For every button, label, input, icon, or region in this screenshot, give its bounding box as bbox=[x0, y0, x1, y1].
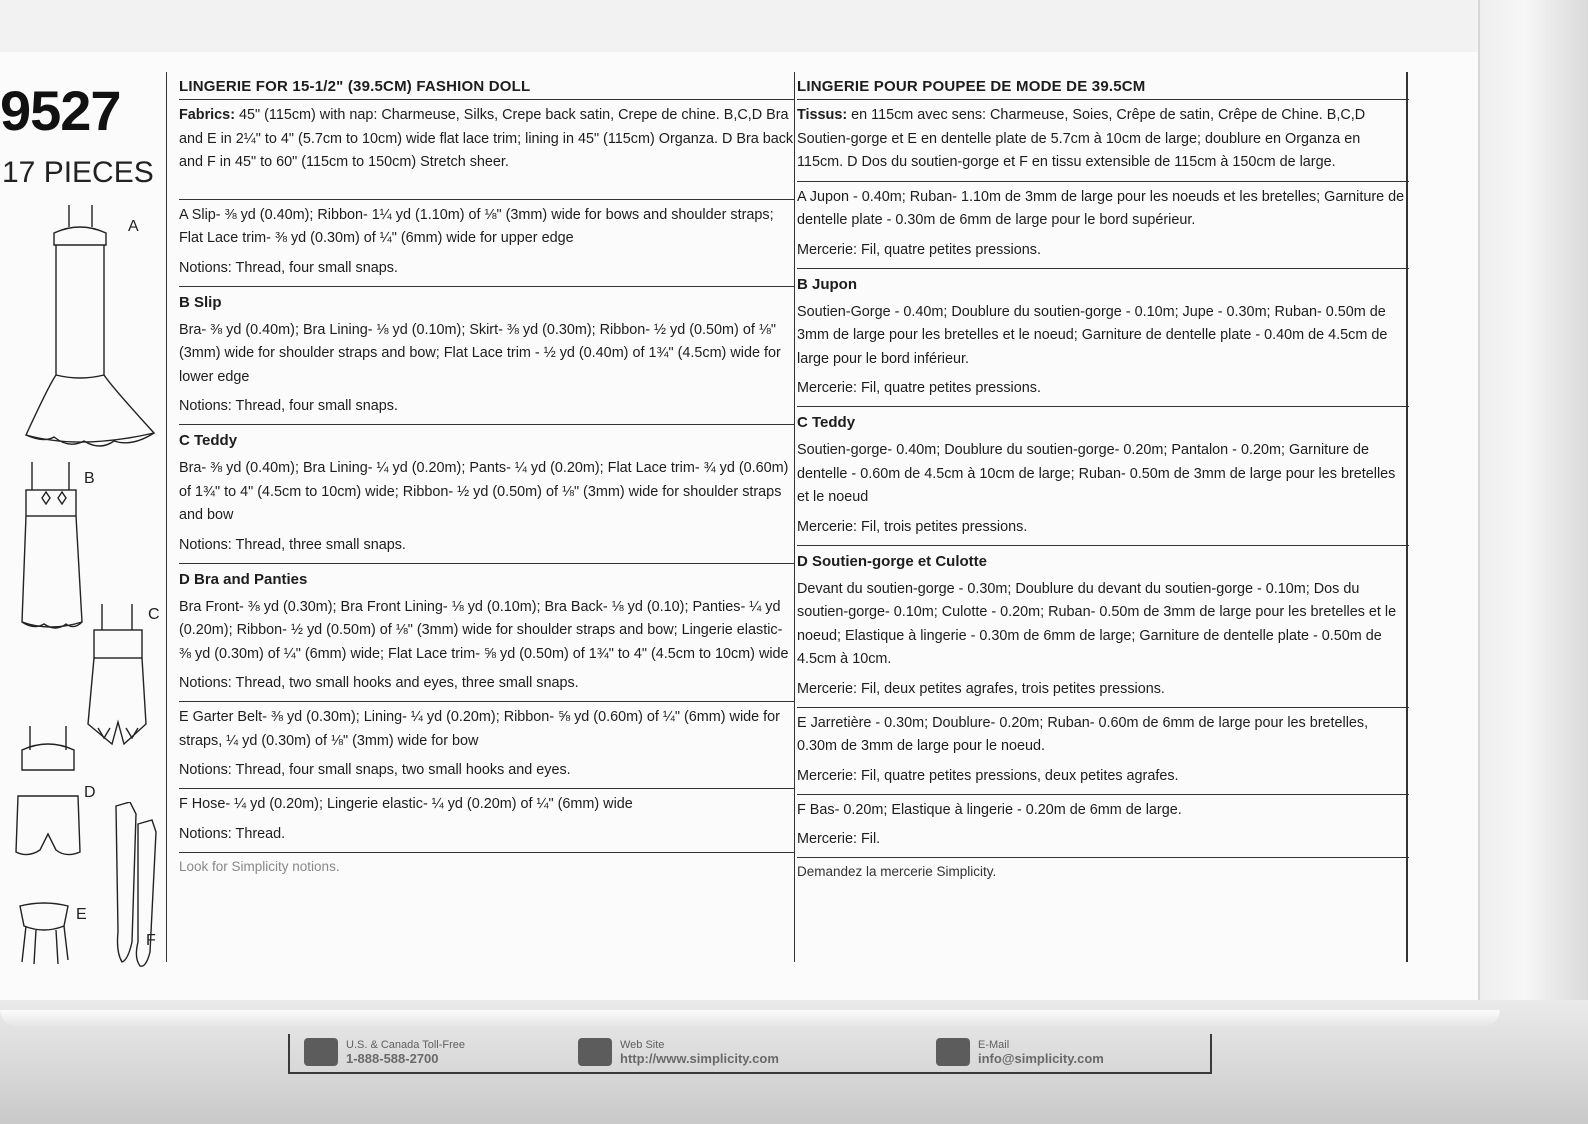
french-footer-note: Demandez la mercerie Simplicity. bbox=[797, 864, 997, 879]
french-view-c-notions: Mercerie: Fil, trois petites pressions. bbox=[797, 518, 1028, 535]
piece-count: 17 PIECES bbox=[2, 156, 154, 189]
french-view-b-title: B Jupon bbox=[797, 275, 857, 293]
english-view-a-text: A Slip- ⅜ yd (0.40m); Ribbon- 1¼ yd (1.10m) of ⅛" (3mm) wide for bows and shoulder straps; Flat Lace trim- ⅜ yd (0.30m) of ¼" (6mm) wide for upper edge bbox=[179, 206, 774, 246]
view-a-slip-illustration bbox=[14, 205, 164, 470]
french-view-c bbox=[797, 407, 1409, 546]
view-b-slip-illustration bbox=[14, 462, 94, 642]
french-view-f-text: F Bas- 0.20m; Elastique à lingerie - 0.20m de 6mm de large. bbox=[797, 801, 1182, 818]
view-c-teddy-illustration bbox=[86, 604, 156, 754]
french-column bbox=[794, 72, 1409, 962]
english-title: LINGERIE FOR 15-1/2" (39.5CM) FASHION DOLL bbox=[179, 72, 795, 100]
french-view-f bbox=[797, 795, 1409, 859]
french-title: LINGERIE POUR POUPEE DE MODE DE 39.5CM bbox=[797, 72, 1409, 100]
contact-email bbox=[936, 1038, 1104, 1066]
english-view-b bbox=[179, 287, 795, 426]
french-view-b-notions: Mercerie: Fil, quatre petites pressions. bbox=[797, 380, 1041, 396]
english-view-c-text: Bra- ⅜ yd (0.40m); Bra Lining- ¼ yd (0.20m); Pants- ¼ yd (0.20m); Flat Lace trim- ¾ yd (0.60m) of 1¾" to 4" (4.5cm to 10cm) wide; Ribbon- ½ yd (0.50m) of ⅛" (3mm) wide for shoulder straps and bow bbox=[179, 460, 789, 523]
view-e-label: E bbox=[76, 906, 87, 923]
french-view-a-text: A Jupon - 0.40m; Ruban- 1.10m de 3mm de large pour les noeuds et les bretelles; Garniture de dentelle plate - 0.30m de 6mm de large pour le bord supérieur. bbox=[797, 188, 1405, 228]
view-e-garter-belt-illustration bbox=[16, 900, 72, 970]
english-fabrics-text: Fabrics: 45" (115cm) with nap: Charmeuse, Silks, Crepe back satin, Crepe de chine. B,C,D Bra and E in 2¼" to 4" (5.7cm to 10cm) wide flat lace trim; lining in 45" (115cm) Organza. D Bra back and F in 45" to 60" (115cm to 150cm) Stretch sheer. bbox=[179, 107, 794, 170]
english-view-d bbox=[179, 564, 795, 703]
english-view-e bbox=[179, 702, 795, 789]
french-view-e bbox=[797, 708, 1409, 795]
french-view-b bbox=[797, 269, 1409, 408]
english-column bbox=[166, 72, 795, 962]
english-view-b-notions: Notions: Thread, four small snaps. bbox=[179, 398, 398, 414]
french-view-d-text: Devant du soutien-gorge - 0.30m; Doublure du devant du soutien-gorge - 0.10m; Dos du soutien-gorge- 0.10m; Culotte - 0.20m; Ruban- 0.50m de 3mm de large pour les bretelles et le noeud; Elastique à lingerie - 0.30m de 6mm de large; Garniture de dentelle plate - 0.50m de 4.5cm à 10cm. bbox=[797, 580, 1397, 667]
email-address: info@simplicity.com bbox=[978, 1051, 1104, 1066]
english-view-c-notions: Notions: Thread, three small snaps. bbox=[179, 536, 406, 553]
english-fabrics bbox=[179, 100, 795, 200]
english-view-e-notions: Notions: Thread, four small snaps, two small hooks and eyes. bbox=[179, 762, 571, 778]
french-view-d-notions: Mercerie: Fil, deux petites agrafes, trois petites pressions. bbox=[797, 680, 1165, 697]
view-f-label: F bbox=[146, 932, 156, 949]
view-d-label: D bbox=[84, 784, 96, 801]
english-view-a bbox=[179, 200, 795, 287]
telephone-icon bbox=[304, 1038, 338, 1066]
english-view-c bbox=[179, 425, 795, 564]
english-view-d-title: D Bra and Panties bbox=[179, 570, 308, 588]
view-a-label: A bbox=[128, 218, 139, 235]
pattern-number: 9527 bbox=[0, 79, 121, 142]
contact-phone bbox=[304, 1038, 465, 1066]
english-view-c-title: C Teddy bbox=[179, 432, 238, 449]
english-view-b-title: B Slip bbox=[179, 293, 222, 311]
french-view-e-notions: Mercerie: Fil, quatre petites pressions, deux petites agrafes. bbox=[797, 767, 1179, 784]
view-c-label: C bbox=[148, 606, 160, 623]
english-view-a-notions: Notions: Thread, four small snaps. bbox=[179, 259, 398, 276]
email-caption: E-Mail bbox=[978, 1039, 1010, 1051]
french-fabrics bbox=[797, 100, 1409, 182]
english-view-d-text: Bra Front- ⅜ yd (0.30m); Bra Front Lining- ⅛ yd (0.10m); Bra Back- ⅛ yd (0.10); Panties- ¼ yd (0.20m); Ribbon- ½ yd (0.50m) of ⅛" (3mm) wide for shoulder straps and bow; Lingerie elastic- ⅜ yd (0.30m) of ¼" (6mm) wide; Flat Lace trim- ⅝ yd (0.50m) of 1¾" to 4" (4.5cm to 10cm) wide bbox=[179, 598, 789, 662]
french-view-c-text: Soutien-gorge- 0.40m; Doublure du soutien-gorge- 0.20m; Pantalon - 0.20m; Garniture de dentelle - 0.60m de 4.5cm à 10cm de large; Ruban- 0.50m de 3mm de large pour les bretelles et le noeud bbox=[797, 442, 1396, 505]
website-url: http://www.simplicity.com bbox=[620, 1051, 779, 1066]
top-margin bbox=[0, 0, 1500, 52]
phone-caption: U.S. & Canada Toll-Free bbox=[346, 1039, 466, 1051]
english-view-f bbox=[179, 789, 795, 853]
contact-website bbox=[578, 1038, 779, 1066]
english-footer-note: Look for Simplicity notions. bbox=[179, 858, 340, 874]
french-view-a-notions: Mercerie: Fil, quatre petites pressions. bbox=[797, 241, 1041, 258]
french-view-d bbox=[797, 546, 1409, 708]
view-b-label: B bbox=[84, 470, 95, 487]
french-view-c-title: C Teddy bbox=[797, 414, 856, 431]
web-caption: Web Site bbox=[620, 1039, 665, 1051]
english-view-f-text: F Hose- ¼ yd (0.20m); Lingerie elastic- ¼ yd (0.20m) of ¼" (6mm) wide bbox=[179, 796, 633, 812]
english-view-e-text: E Garter Belt- ⅜ yd (0.30m); Lining- ¼ yd (0.20m); Ribbon- ⅝ yd (0.60m) of ¼" (6mm) wide for straps, ¼ yd (0.30m) of ⅛" (3mm) wide for bow bbox=[179, 709, 780, 749]
french-view-e-text: E Jarretière - 0.30m; Doublure- 0.20m; Ruban- 0.60m de 6mm de large pour les bretelles, 0.30m de 3mm de large pour le noeud. bbox=[797, 714, 1369, 754]
french-fabrics-text: Tissus: en 115cm avec sens: Charmeuse, Soies, Crêpe de satin, Crêpe de Chine. B,C,D Soutien-gorge et E en dentelle plate de 5.7cm à 10cm de large; doublure en Organza en 115cm. D Dos du soutien-gorge et F en tissu extensible de 115cm à 150cm de large. bbox=[797, 107, 1366, 170]
view-d-bra-panties-illustration bbox=[14, 726, 84, 866]
english-view-f-notions: Notions: Thread. bbox=[179, 825, 286, 842]
phone-number: 1-888-588-2700 bbox=[346, 1051, 439, 1066]
computer-icon bbox=[578, 1038, 612, 1066]
english-view-d-notions: Notions: Thread, two small hooks and eyes, three small snaps. bbox=[179, 675, 579, 691]
column-right-rule bbox=[1406, 72, 1408, 962]
envelope-fold bbox=[0, 1010, 1500, 1026]
envelope-flap bbox=[1478, 0, 1588, 1124]
english-view-b-text: Bra- ⅜ yd (0.40m); Bra Lining- ⅛ yd (0.10m); Skirt- ⅜ yd (0.30m); Ribbon- ½ yd (0.50m) of ⅛" (3mm) wide for shoulder straps and bow; Flat Lace trim - ½ yd (0.40m) of 1¾" (4.5cm) wide for lower edge bbox=[179, 321, 781, 385]
email-icon bbox=[936, 1038, 970, 1066]
french-view-d-title: D Soutien-gorge et Culotte bbox=[797, 552, 987, 570]
french-view-b-text: Soutien-Gorge - 0.40m; Doublure du soutien-gorge - 0.10m; Jupe - 0.30m; Ruban- 0.50m de 3mm de large pour les bretelles et le noeud; Garniture de dentelle plate - 0.40m de 4.5cm de large pour le bord inférieur. bbox=[797, 303, 1388, 367]
french-view-f-notions: Mercerie: Fil. bbox=[797, 831, 881, 847]
french-view-a bbox=[797, 182, 1409, 269]
